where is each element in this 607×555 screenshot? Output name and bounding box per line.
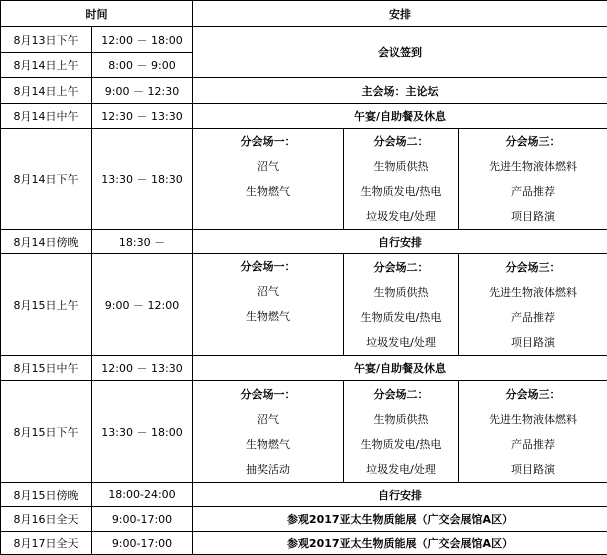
date-cell: 8月13日下午 bbox=[1, 27, 92, 53]
venue-title: 分会场三： bbox=[459, 129, 607, 154]
venue-title: 分会场一： bbox=[193, 129, 343, 154]
event-cell: 会议签到 bbox=[193, 27, 607, 78]
table-row bbox=[1, 78, 607, 104]
venue-topic: 生物燃气 bbox=[193, 432, 343, 457]
event-cell: 自行安排 bbox=[193, 483, 607, 507]
venue-topic: 生物燃气 bbox=[193, 179, 343, 204]
event-cell: 主会场：主论坛 bbox=[193, 78, 607, 104]
venue-title: 分会场二： bbox=[344, 382, 458, 407]
date-cell: 8月14日下午 bbox=[1, 129, 92, 230]
time-cell: 18:00-24:00 bbox=[92, 483, 193, 507]
table-row bbox=[1, 356, 607, 381]
date-cell: 8月15日下午 bbox=[1, 381, 92, 483]
venue-title: 分会场三： bbox=[459, 382, 607, 407]
time-cell: 12:30 － 13:30 bbox=[92, 104, 193, 129]
time-cell: 9:00-17:00 bbox=[92, 507, 193, 532]
venue-3-cell bbox=[459, 129, 607, 230]
venue-topic: 项目路演 bbox=[459, 457, 607, 482]
date-cell: 8月15日中午 bbox=[1, 356, 92, 381]
event-cell: 午宴/自助餐及休息 bbox=[193, 356, 607, 381]
event-cell: 午宴/自助餐及休息 bbox=[193, 104, 607, 129]
venue-1-cell bbox=[193, 381, 344, 483]
venue-2-cell bbox=[344, 381, 459, 483]
venue-topic: 生物质供热 bbox=[344, 280, 458, 305]
venue-topic: 生物质供热 bbox=[344, 154, 458, 179]
venue-topic: 沼气 bbox=[193, 154, 343, 179]
venue-topic: 项目路演 bbox=[459, 330, 607, 355]
venue-title: 分会场二： bbox=[344, 255, 458, 280]
table-row bbox=[1, 129, 607, 230]
header-row bbox=[1, 1, 607, 27]
time-cell: 12:00 － 18:00 bbox=[92, 27, 193, 53]
time-cell: 13:30 － 18:30 bbox=[92, 129, 193, 230]
date-cell: 8月14日傍晚 bbox=[1, 230, 92, 254]
time-cell: 9:00 － 12:00 bbox=[92, 254, 193, 356]
venue-topic: 生物燃气 bbox=[193, 304, 343, 329]
event-cell: 自行安排 bbox=[193, 230, 607, 254]
time-cell: 12:00 － 13:30 bbox=[92, 356, 193, 381]
venue-3-cell bbox=[459, 381, 607, 483]
venue-topic: 产品推荐 bbox=[459, 305, 607, 330]
venue-topic: 生物质发电/热电 bbox=[344, 305, 458, 330]
table-row bbox=[1, 230, 607, 254]
venue-title: 分会场一： bbox=[193, 254, 343, 279]
event-cell: 参观2017亚太生物质能展（广交会展馆A区） bbox=[193, 532, 607, 555]
time-cell: 18:30 － bbox=[92, 230, 193, 254]
event-cell: 参观2017亚太生物质能展（广交会展馆A区） bbox=[193, 507, 607, 532]
time-cell: 8:00 － 9:00 bbox=[92, 53, 193, 78]
venue-title: 分会场二： bbox=[344, 129, 458, 154]
venue-topic: 垃圾发电/处理 bbox=[344, 330, 458, 355]
table-row bbox=[1, 532, 607, 555]
date-cell: 8月14日中午 bbox=[1, 104, 92, 129]
venue-topic: 项目路演 bbox=[459, 204, 607, 229]
venue-1-cell bbox=[193, 129, 344, 230]
venue-topic: 产品推荐 bbox=[459, 432, 607, 457]
table-row bbox=[1, 483, 607, 507]
venue-2-cell bbox=[344, 254, 459, 356]
venue-topic: 垃圾发电/处理 bbox=[344, 457, 458, 482]
date-cell: 8月14日上午 bbox=[1, 53, 92, 78]
date-cell: 8月16日全天 bbox=[1, 507, 92, 532]
venue-topic: 沼气 bbox=[193, 279, 343, 304]
date-cell: 8月14日上午 bbox=[1, 78, 92, 104]
date-cell: 8月15日上午 bbox=[1, 254, 92, 356]
venue-2-cell bbox=[344, 129, 459, 230]
time-cell: 9:00 － 12:30 bbox=[92, 78, 193, 104]
time-cell: 13:30 － 18:00 bbox=[92, 381, 193, 483]
venue-topic: 垃圾发电/处理 bbox=[344, 204, 458, 229]
header-time: 时间 bbox=[1, 1, 193, 27]
venue-title: 分会场三： bbox=[459, 255, 607, 280]
venue-topic: 先进生物液体燃料 bbox=[459, 407, 607, 432]
header-arrangement: 安排 bbox=[193, 1, 607, 27]
time-cell: 9:00-17:00 bbox=[92, 532, 193, 555]
table-row bbox=[1, 381, 607, 483]
table-row bbox=[1, 27, 607, 53]
venue-3-cell bbox=[459, 254, 607, 356]
date-cell: 8月15日傍晚 bbox=[1, 483, 92, 507]
venue-topic: 生物质供热 bbox=[344, 407, 458, 432]
table-row bbox=[1, 104, 607, 129]
venue-topic: 沼气 bbox=[193, 407, 343, 432]
table-row bbox=[1, 254, 607, 356]
venue-topic: 生物质发电/热电 bbox=[344, 179, 458, 204]
venue-1-cell bbox=[193, 254, 344, 356]
venue-topic: 抽奖活动 bbox=[193, 457, 343, 482]
venue-title: 分会场一： bbox=[193, 382, 343, 407]
table-row bbox=[1, 507, 607, 532]
venue-topic: 生物质发电/热电 bbox=[344, 432, 458, 457]
venue-topic: 产品推荐 bbox=[459, 179, 607, 204]
venue-topic: 先进生物液体燃料 bbox=[459, 154, 607, 179]
venue-topic: 先进生物液体燃料 bbox=[459, 280, 607, 305]
date-cell: 8月17日全天 bbox=[1, 532, 92, 555]
